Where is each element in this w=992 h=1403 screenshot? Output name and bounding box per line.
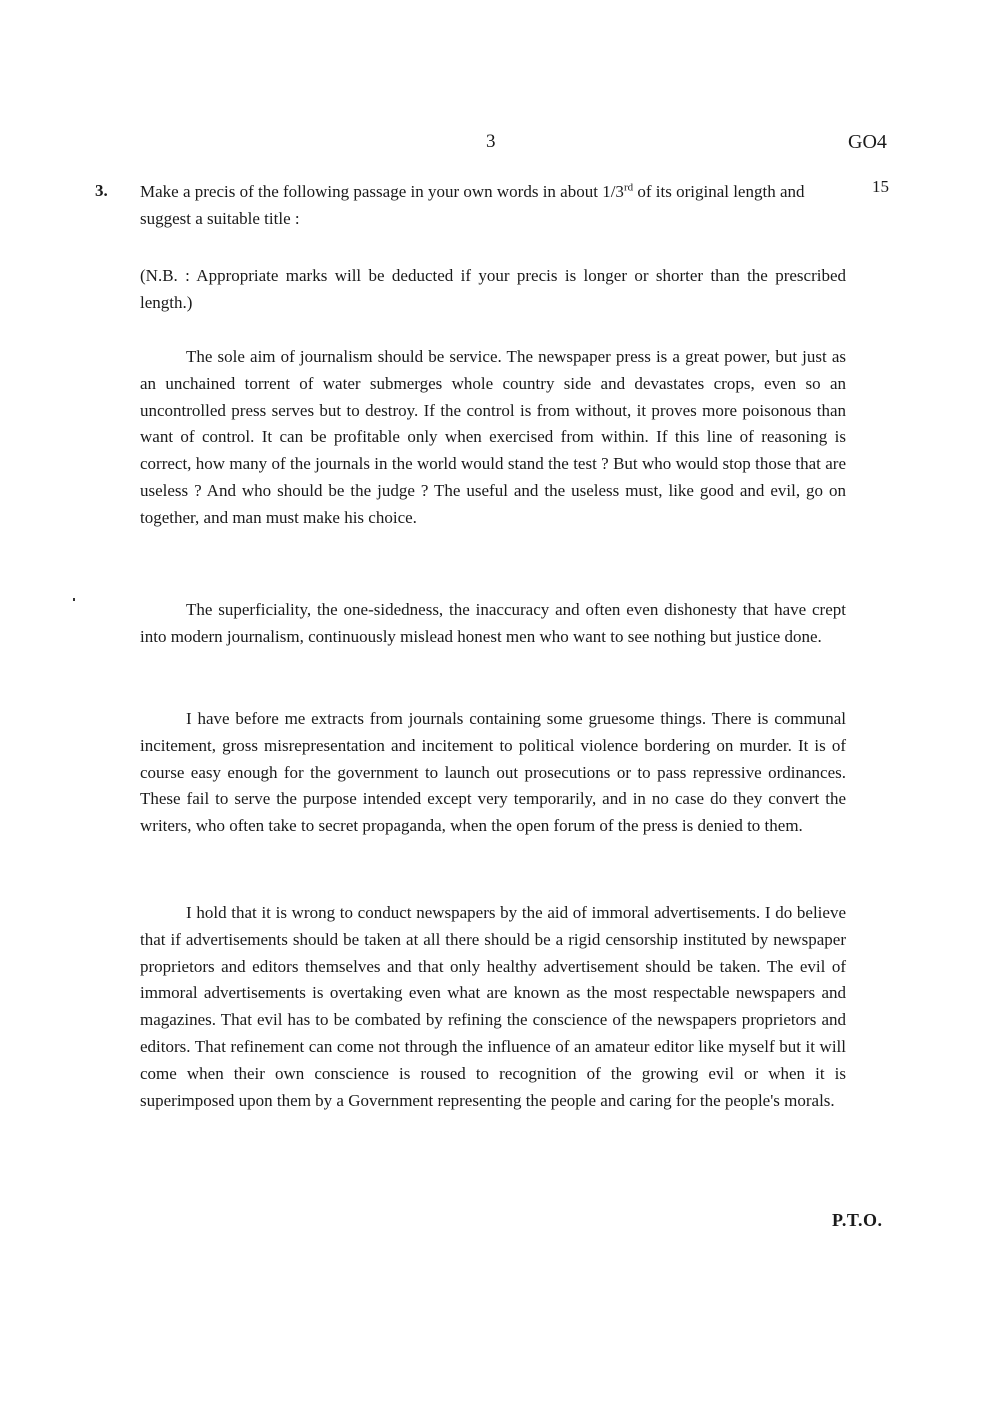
instruction-superscript: rd [623,181,634,194]
question-marks: 15 [872,177,889,196]
please-turn-over: P.T.O. [832,1210,883,1230]
passage-paragraph-2: The superficiality, the one-sidedness, the inaccuracy and often even dishonesty that have crept into modern journalism, continuously mislead honest men who want to see nothing but justice done. [140,600,846,646]
passage-paragraph-4: I hold that it is wrong to conduct newspapers by the aid of immoral advertisements. I do believe that if advertisements should be taken at all there should be a rigid censorship instituted by newspaper proprietors and editors themselves and that only healthy advertisement should be taken. The evil of immoral advertisements is overtaking even what are known as the most respectable newspapers and magazines. That evil has to be combated by refining the conscience of the newspapers proprietors and editors. That refinement can come not through the influence of an amateur editor like myself but it will come when their own conscience is roused to recognition of the growing evil or when it is superimposed upon them by a Government representing the people and caring for the people's morals. [140,903,846,1110]
question-number: 3. [95,181,108,200]
instruction-post: of its original length and suggest a suitable title : [140,182,805,228]
question-instruction [140,178,852,232]
question-note: (N.B. : Appropriate marks will be deducted if your precis is longer or shorter than the prescribed length.) [140,266,846,312]
page-number: 3 [486,131,496,152]
passage-paragraph-3: I have before me extracts from journals containing some gruesome things. There is communal incitement, gross misrepresentation and incitement to political violence bordering on murder. It is of course easy enough for the government to launch out prosecutions or to pass repressive ordinances. These fail to serve the purpose intended except very temporarily, and in no case do they convert the writers, who often take to secret propaganda, when the open forum of the press is denied to them. [140,709,846,836]
passage-paragraph-1: The sole aim of journalism should be service. The newspaper press is a great power, but just as an unchained torrent of water submerges whole country side and devastates crops, even so an uncontrolled press serves but to destroy. If the control is from without, it proves more poisonous than want of control. It can be profitable only when exercised from within. If this line of reasoning is correct, how many of the journals in the world would stand the test ? But who would stop those that are useless ? And who should be the judge ? The useful and the useless must, like good and evil, go on together, and man must make his choice. [140,347,846,527]
instruction-pre: Make a precis of the following passage in your own words in about 1/3 [140,182,624,201]
paper-code: GO4 [848,131,887,153]
stray-mark [73,598,75,601]
